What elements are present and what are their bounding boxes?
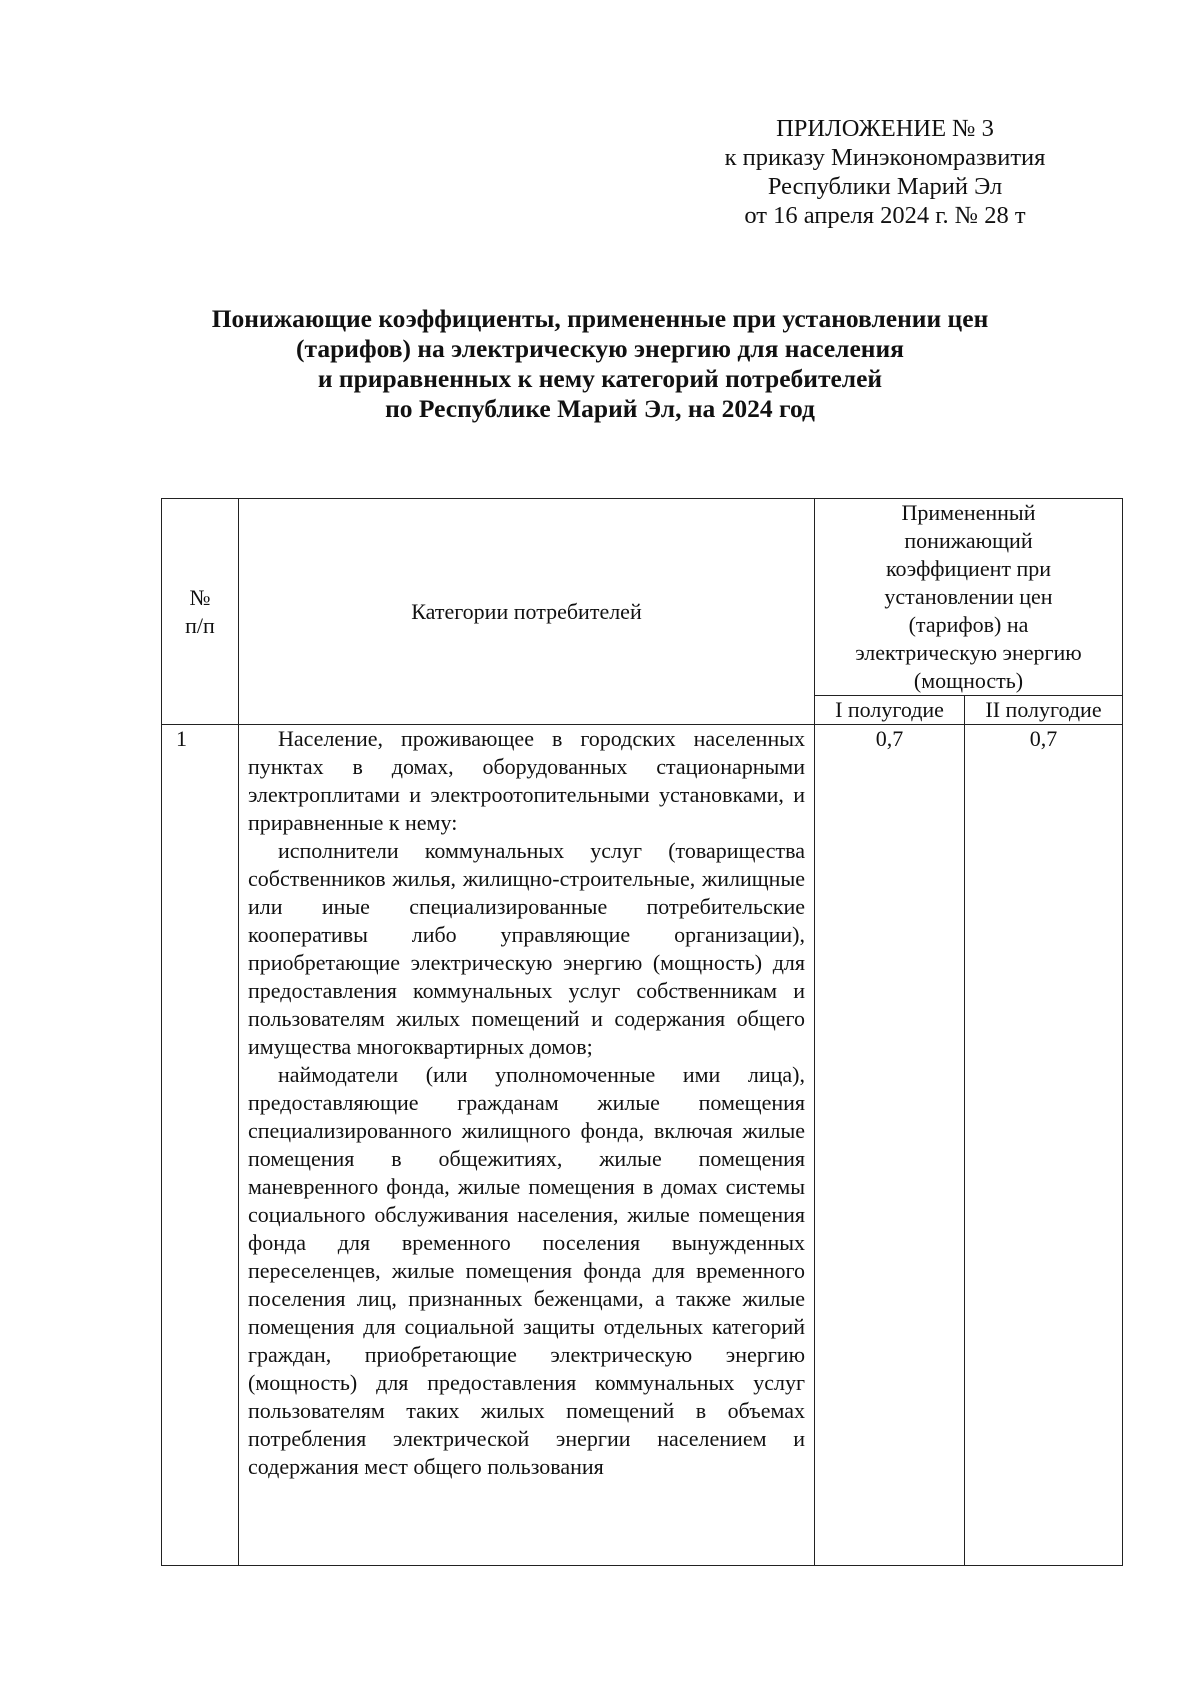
header-coefficient-line: понижающий	[904, 528, 1033, 553]
header-coefficient-line: (тарифов) на	[908, 612, 1029, 637]
header-number	[162, 499, 239, 725]
header-number-symbol: №	[189, 584, 211, 610]
table-header-row	[162, 499, 1123, 696]
title-line-1: Понижающие коэффициенты, примененные при установлении цен	[211, 304, 989, 333]
header-coefficient-line: (мощность)	[913, 668, 1024, 693]
title-line-2: (тарифов) на электрическую энергию для населения	[296, 334, 904, 363]
category-paragraph: Население, проживающее в городских населенных пунктах в домах, оборудованных стационарными электроплитами и электроотопительными установками, и приравненные к нему:	[248, 726, 805, 835]
annex-block	[640, 114, 1130, 230]
coefficients-table	[161, 498, 1123, 1566]
title-line-4: по Республике Марий Эл, на 2024 год	[385, 394, 815, 423]
row-category	[239, 725, 815, 1566]
category-paragraph: наймодатели (или уполномоченные ими лица), предоставляющие гражданам жилые помещения специализированного жилищного фонда, включая жилые помещения в общежитиях, жилые помещения маневренного фонда, жилые помещения в домах системы социального обслуживания населения, жилые помещения фонда для временного поселения вынужденных переселенцев, жилые помещения фонда для временного поселения лиц, признанных беженцами, а также жилые помещения для социальной защиты отдельных категорий граждан, приобретающие электрическую энергию (мощность) для предоставления коммунальных услуг пользователям таких жилых помещений в объемах потребления электрической энергии населением и содержания мест общего пользования	[248, 1062, 805, 1479]
header-coefficient-line: электрическую энергию	[855, 640, 1082, 665]
annex-republic: Республики Марий Эл	[767, 173, 1003, 200]
header-coefficient	[815, 499, 1123, 696]
header-number-abbr: п/п	[185, 612, 215, 638]
category-paragraph: исполнители коммунальных услуг (товарищества собственников жилья, жилищно-строительные, жилищные или иные специализированные потребительские кооперативы либо управляющие организации), приобретающие электрическую энергию (мощность) для предоставления коммунальных услуг собственникам и пользователям жилых помещений и содержания общего имущества многоквартирных домов;	[248, 838, 805, 1059]
header-coefficient-line: установлении цен	[884, 584, 1053, 609]
header-category: Категории потребителей	[239, 499, 815, 725]
document-title	[120, 304, 1080, 424]
annex-date: от 16 апреля 2024 г. № 28 т	[744, 202, 1026, 229]
row-first-half-value: 0,7	[815, 725, 965, 1566]
table-row	[162, 725, 1123, 1566]
annex-order-ref: к приказу Минэкономразвития	[724, 144, 1046, 171]
header-second-half: II полугодие	[965, 696, 1123, 725]
annex-title: ПРИЛОЖЕНИЕ № 3	[776, 115, 994, 142]
header-first-half: I полугодие	[815, 696, 965, 725]
row-number: 1	[162, 725, 239, 1566]
row-second-half-value: 0,7	[965, 725, 1123, 1566]
title-line-3: и приравненных к нему категорий потребителей	[317, 364, 883, 393]
header-coefficient-line: Примененный	[901, 500, 1036, 525]
header-coefficient-line: коэффициент при	[885, 556, 1052, 581]
